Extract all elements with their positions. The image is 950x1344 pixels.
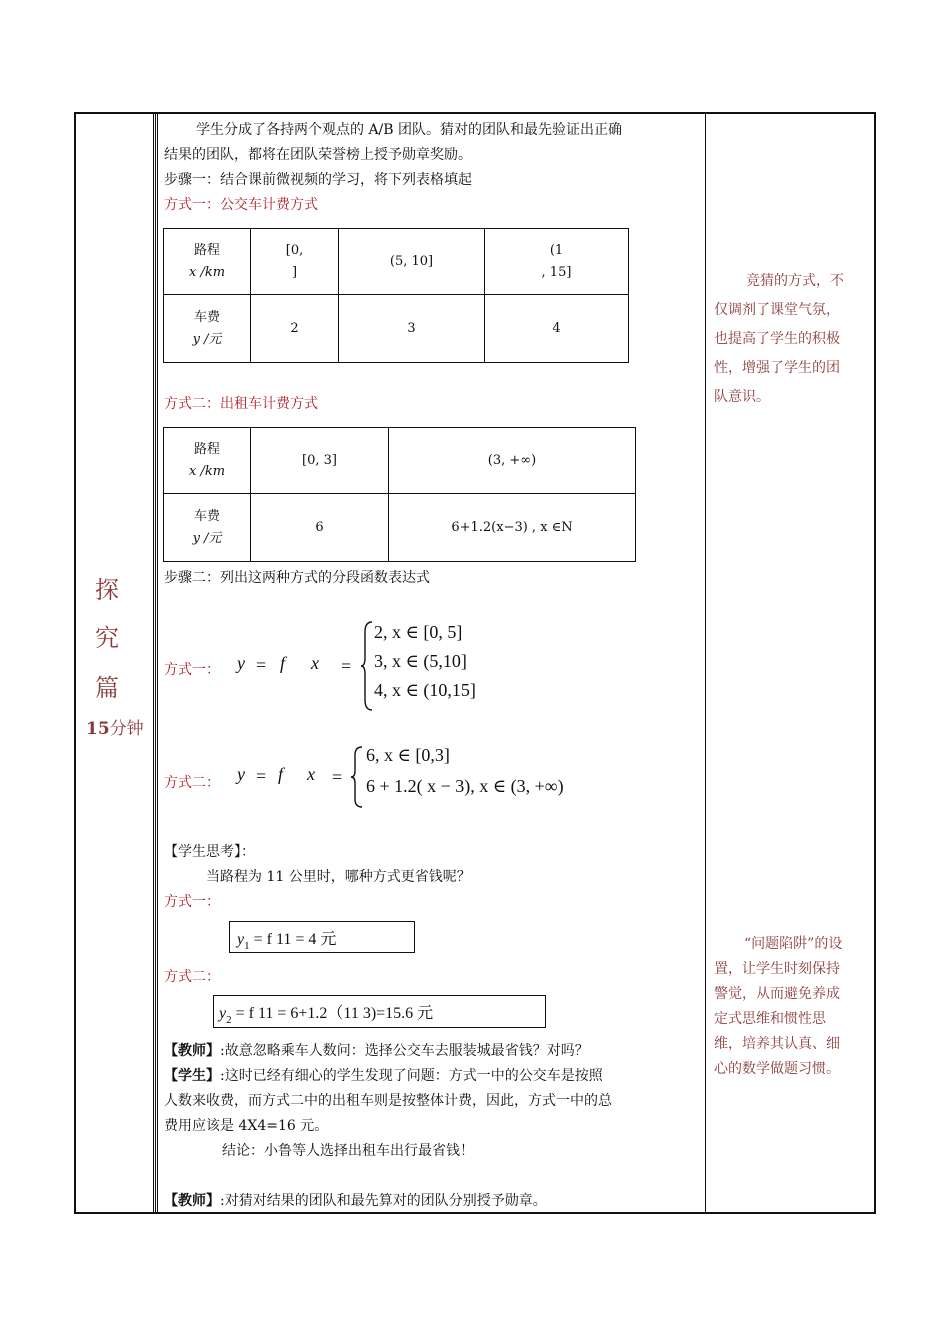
brace-icon bbox=[350, 745, 364, 809]
row-label bbox=[164, 229, 251, 295]
cell-text: [0, bbox=[285, 242, 304, 258]
note-line: 心的数学做题习惯。 bbox=[714, 1061, 840, 1077]
student-line: 费用应该是 4X4=16 元。 bbox=[164, 1118, 329, 1134]
column-divider bbox=[155, 114, 158, 1212]
formula-var: y bbox=[237, 931, 245, 948]
func1-lhs-f: f bbox=[280, 653, 286, 673]
note-line: 置，让学生时刻保持 bbox=[714, 961, 840, 977]
method1-title: 方式一：公交车计费方式 bbox=[164, 197, 318, 213]
func2-lhs-y: y bbox=[237, 764, 245, 784]
role-tag: 【教师】 bbox=[164, 1193, 220, 1209]
func2-case: 6, x ∈ [0,3] bbox=[366, 745, 450, 765]
func1-label: 方式一： bbox=[164, 662, 220, 678]
section-char: 探 bbox=[95, 576, 119, 604]
formula-rest: = f 11 = 4 元 bbox=[249, 931, 337, 948]
answer-formula bbox=[237, 926, 336, 952]
table-cell: 3 bbox=[339, 295, 485, 363]
formula-var: y bbox=[219, 1005, 227, 1022]
brace-icon bbox=[360, 620, 374, 712]
label-text: 路程 bbox=[193, 242, 220, 258]
row-label bbox=[164, 295, 251, 363]
note-line: 也提高了学生的积极 bbox=[714, 331, 840, 347]
intro-line: 学生分成了各持两个观点的 A/B 团队。猜对的团队和最先验证出正确 bbox=[196, 122, 623, 138]
func2-eq: = bbox=[332, 767, 343, 787]
row-label bbox=[164, 494, 251, 562]
role-tag: 【学生】 bbox=[164, 1068, 220, 1084]
func1-lhs-y: y bbox=[237, 653, 245, 673]
label-text: 路程 bbox=[193, 441, 220, 457]
cell-text: ] bbox=[291, 264, 298, 280]
row-label bbox=[164, 428, 251, 494]
formula-rest: = f 11 = 6+1.2（11 3)=15.6 元 bbox=[231, 1005, 434, 1022]
teacher-line bbox=[164, 1189, 547, 1213]
note-line: 仅调剂了课堂气氛， bbox=[714, 302, 840, 318]
method2-title: 方式二：出租车计费方式 bbox=[164, 396, 318, 412]
formula-sub: 1 bbox=[244, 940, 250, 952]
func1-case: 3, x ∈ (5,10] bbox=[374, 651, 467, 671]
design-note bbox=[714, 932, 864, 1082]
func1-case: 4, x ∈ (10,15] bbox=[374, 680, 476, 700]
func2-case: 6 + 1.2( x − 3), x ∈ (3, +∞) bbox=[366, 776, 564, 796]
dialogue-text: :这时已经有细心的学生发现了问题：方式一中的公交车是按照 bbox=[220, 1068, 603, 1084]
bus-fare-table bbox=[163, 228, 629, 363]
label-unit: y /元 bbox=[192, 530, 222, 546]
section-char: 篇 bbox=[95, 674, 119, 702]
table-cell bbox=[251, 229, 339, 295]
func2-lhs-f: f bbox=[278, 764, 284, 784]
note-line: 队意识。 bbox=[714, 389, 770, 405]
table-cell: 6 bbox=[251, 494, 389, 562]
intro-line: 结果的团队，都将在团队荣誉榜上授予勋章奖励。 bbox=[164, 147, 472, 163]
formula-sub: 2 bbox=[226, 1014, 232, 1026]
section-duration bbox=[86, 714, 144, 739]
func2-label: 方式二： bbox=[164, 775, 220, 791]
table-cell: (5, 10] bbox=[339, 229, 485, 295]
teacher-line bbox=[164, 1039, 589, 1063]
func1-case: 2, x ∈ [0, 5] bbox=[374, 622, 463, 642]
step-two: 步骤二：列出这两种方式的分段函数表达式 bbox=[164, 570, 430, 586]
table-cell: 6+1.2(x−3) , x ∈N bbox=[389, 494, 636, 562]
func2-lhs-eq: = bbox=[256, 766, 267, 786]
note-line: 性，增强了学生的团 bbox=[714, 360, 840, 376]
table-cell: 4 bbox=[485, 295, 629, 363]
think-question: 当路程为 11 公里时，哪种方式更省钱呢？ bbox=[206, 869, 471, 885]
label-unit: x /km bbox=[188, 264, 226, 280]
label-text: 车费 bbox=[193, 508, 220, 524]
taxi-fare-table bbox=[163, 427, 636, 562]
note-line: 竞猜的方式，不 bbox=[746, 273, 844, 289]
cell-text: (1 bbox=[549, 242, 564, 258]
answer-formula bbox=[219, 1000, 433, 1026]
student-line: 人数来收费，而方式二中的出租车则是按整体计费，因此，方式一中的总 bbox=[164, 1093, 612, 1109]
table-cell: [0, 3] bbox=[251, 428, 389, 494]
section-char: 究 bbox=[95, 624, 119, 652]
dialogue-text: :对猜对结果的团队和最先算对的团队分别授予勋章。 bbox=[220, 1193, 547, 1209]
role-tag: 【教师】 bbox=[164, 1043, 220, 1059]
student-line bbox=[164, 1064, 603, 1088]
duration-unit: 分钟 bbox=[109, 719, 144, 739]
dialogue-text: :故意忽略乘车人数问：选择公交车去服装城最省钱？对吗？ bbox=[220, 1043, 589, 1059]
column-divider bbox=[153, 114, 154, 1212]
step-one: 步骤一：结合课前微视频的学习，将下列表格填起 bbox=[164, 172, 472, 188]
func1-lhs-eq: = bbox=[256, 655, 267, 675]
func1-lhs-x: x bbox=[311, 653, 319, 673]
func1-eq: = bbox=[341, 656, 352, 676]
think-m2-label: 方式二： bbox=[164, 969, 220, 985]
note-line: 定式思维和惯性思 bbox=[714, 1011, 826, 1027]
note-line: 警觉，从而避免养成 bbox=[714, 986, 840, 1002]
conclusion: 结论：小鲁等人选择出租车出行最省钱！ bbox=[222, 1143, 474, 1159]
table-cell: (3, +∞) bbox=[389, 428, 636, 494]
think-m1-label: 方式一： bbox=[164, 894, 220, 910]
table-cell bbox=[485, 229, 629, 295]
label-text: 车费 bbox=[193, 309, 220, 325]
think-heading: 【学生思考】： bbox=[164, 844, 255, 860]
note-line: “问题陷阱”的设 bbox=[744, 936, 843, 952]
table-cell: 2 bbox=[251, 295, 339, 363]
note-line: 维，培养其认真、细 bbox=[714, 1036, 840, 1052]
column-divider bbox=[705, 114, 706, 1212]
label-unit: y /元 bbox=[192, 331, 222, 347]
func2-lhs-x: x bbox=[307, 764, 315, 784]
design-note bbox=[714, 267, 864, 412]
cell-text: , 15] bbox=[541, 264, 572, 280]
label-unit: x /km bbox=[188, 463, 226, 479]
duration-number: 15 bbox=[86, 719, 110, 739]
